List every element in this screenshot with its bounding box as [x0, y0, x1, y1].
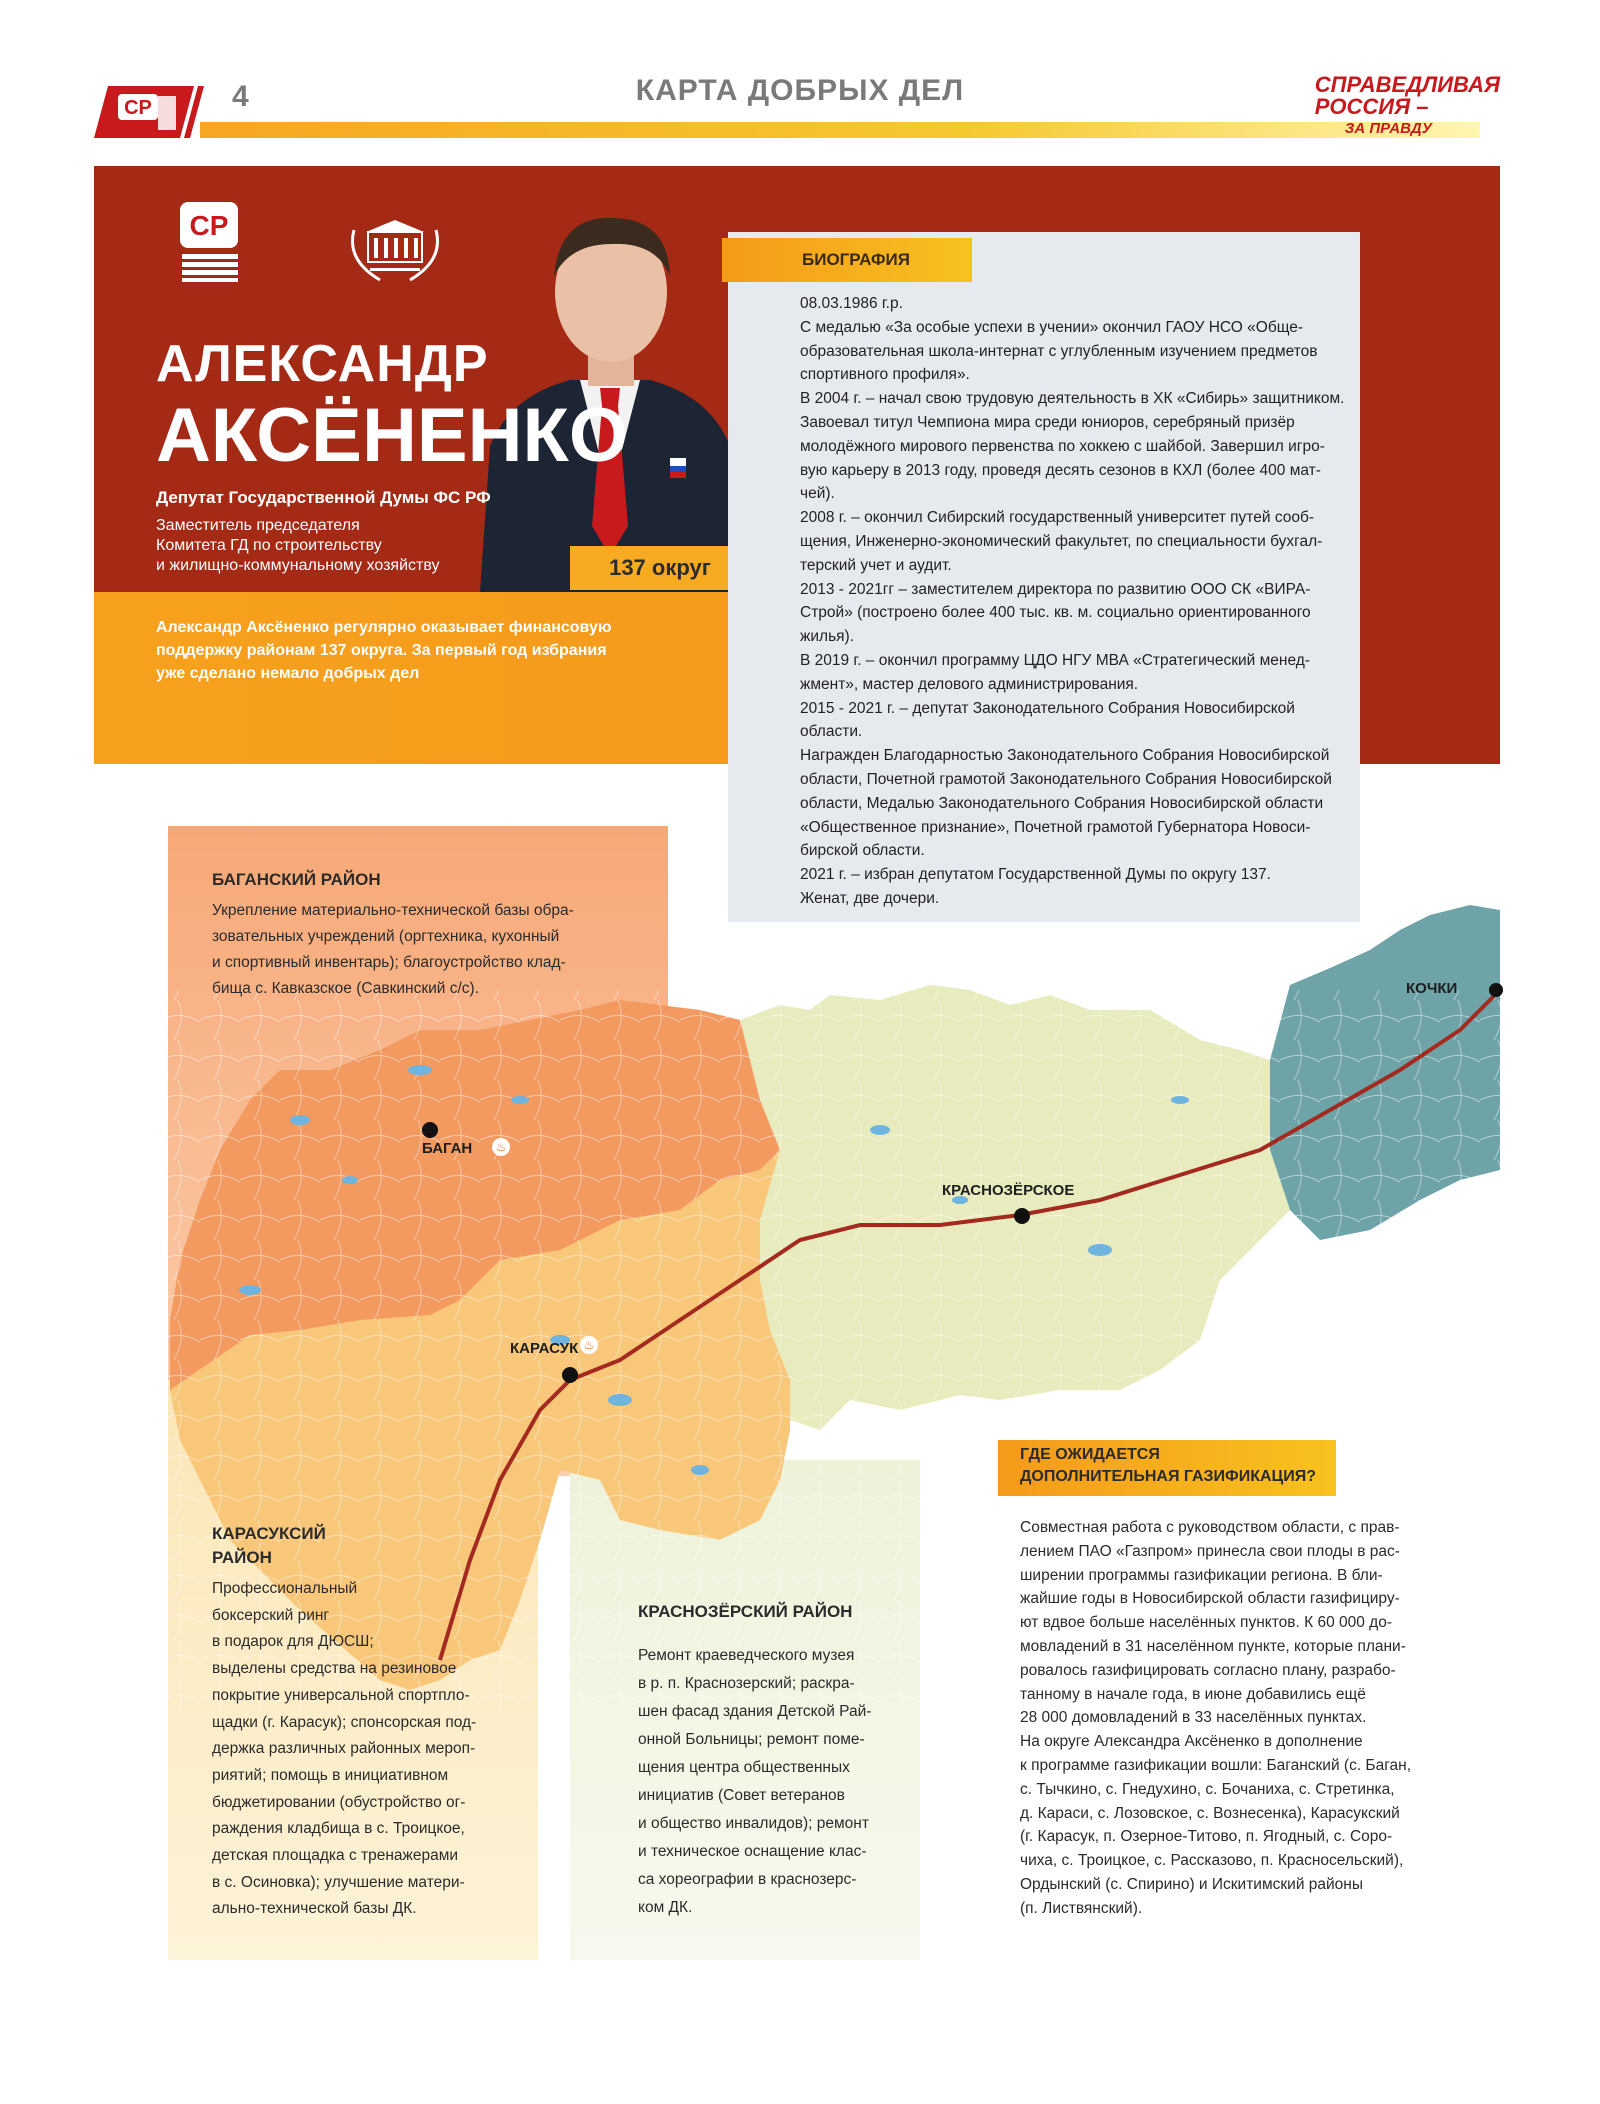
biography-line: жмент», мастер делового администрирования.	[800, 675, 1139, 693]
krasnozersk-text-line: онной Больницы; ремонт поме-	[638, 1731, 865, 1748]
biography-line: образовательная школа-интернат с углубленным изучением предметов	[800, 342, 1318, 360]
biography-line: терский учет и аудит.	[800, 556, 952, 574]
biography-line: спортивного профиля».	[800, 366, 970, 384]
biography-line: Женат, две дочери.	[800, 889, 940, 907]
biography-line: Строй» (построено более 400 тыс. кв. м. социально ориентированного	[800, 604, 1311, 622]
krasnozersk-text-line: инициатив (Совет ветеранов	[638, 1787, 845, 1804]
deputy-first-name: АЛЕКСАНДР	[156, 335, 489, 393]
intro-line: уже сделано немало добрых дел	[156, 665, 420, 682]
biography-line: 2008 г. – окончил Сибирский государственный университет путей сооб-	[800, 509, 1315, 527]
hero-intro-text	[156, 616, 616, 685]
biography-line: области, Медалью Законодательного Собрания Новосибирской области	[800, 794, 1324, 812]
gasification-text-line: жайшие годы в Новосибирской области газифициру-	[1020, 1590, 1400, 1608]
gas-flame-icon: ♨	[580, 1336, 598, 1354]
header-gradient-bar	[200, 122, 1480, 138]
krasnozersk-text	[638, 1642, 898, 1922]
bagan-text-line: зовательных учреждений (оргтехника, кухонный	[212, 928, 560, 945]
biography-line: С медалью «За особые успехи в учении» окончил ГАОУ НСО «Обще-	[800, 318, 1304, 336]
svg-text:СР: СР	[124, 97, 152, 119]
karasuk-text-line: щадки (г. Карасук); спонсорская под-	[212, 1713, 477, 1731]
brand-line-3: ЗА ПРАВДУ	[1344, 120, 1432, 137]
deputy-last-name: АКСЁНЕНКО	[156, 393, 628, 478]
page-number: 4	[232, 80, 249, 113]
biography-line: Завоевал титул Чемпиона мира среди юниоров, серебряный призёр	[800, 413, 1295, 431]
deputy-role: Депутат Государственной Думы ФС РФ	[156, 488, 491, 507]
biography-line: бирской области.	[800, 842, 925, 860]
krasnozersk-title: КРАСНОЗЁРСКИЙ РАЙОН	[638, 1602, 853, 1621]
role-detail-line: Заместитель председателя	[156, 517, 360, 534]
karasuk-text	[212, 1576, 542, 1923]
karasuk-text-line: выделены средства на резиновое	[212, 1660, 457, 1678]
biography-line: «Общественное признание», Почетной грамотой Губернатора Новоси-	[800, 818, 1311, 836]
gasification-text-line: ют вдвое больше населённых пунктов. К 60 000 до-	[1020, 1614, 1392, 1632]
intro-line: Александр Аксёненко регулярно оказывает финансовую	[156, 619, 612, 636]
karasuk-text-line: покрытие универсальной спортпло-	[212, 1686, 470, 1704]
bagan-text-line: Укрепление материально-технической базы обра-	[212, 902, 574, 919]
gasification-text-line: ширении программы газификации региона. В бли-	[1020, 1566, 1383, 1584]
biography-line: В 2019 г. – окончил программу ЦДО НГУ МВА «Стратегический менед-	[800, 651, 1310, 669]
gasification-text-line: Совместная работа с руководством области, с прав-	[1020, 1519, 1400, 1536]
gasification-title-line: ДОПОЛНИТЕЛЬНАЯ ГАЗИФИКАЦИЯ?	[1020, 1468, 1316, 1485]
gasification-text-line: ровалось газифицировать согласно плану, разрабо-	[1020, 1661, 1396, 1679]
gasification-text-line: лением ПАО «Газпром» принесла свои плоды в рас-	[1020, 1542, 1400, 1560]
brand-line-1: СПРАВЕДЛИВАЯ	[1314, 72, 1500, 97]
gasification-title-line: ГДЕ ОЖИДАЕТСЯ	[1020, 1446, 1160, 1463]
krasnozersk-text-line: Ремонт краеведческого музея	[638, 1647, 855, 1664]
karasuk-text-line: детская площадка с тренажерами	[212, 1847, 459, 1865]
gasification-text-line: чиха, с. Троицкое, с. Рассказово, п. Красносельский),	[1020, 1852, 1404, 1870]
map-label-bagan: БАГАН	[422, 1140, 473, 1157]
karasuk-text-line: в подарок для ДЮСШ;	[212, 1633, 374, 1651]
karasuk-text-line: бюджетировании (обустройство ог-	[212, 1793, 466, 1811]
karasuk-text-line: боксерский ринг	[212, 1606, 330, 1624]
biography-line: жилья).	[800, 628, 855, 646]
gasification-text-line: д. Караси, с. Лозовское, с. Вознесенка), Карасукский	[1020, 1804, 1400, 1822]
karasuk-text-line: держка различных районных мероп-	[212, 1740, 476, 1758]
gasification-text-line: Ордынский (с. Спирино) и Искитимский районы	[1020, 1875, 1363, 1893]
karasuk-text-line: Профессиональный	[212, 1580, 358, 1597]
bagan-text-line: бища с. Кавказское (Савкинский с/с).	[212, 980, 480, 997]
gasification-text-line: (п. Листвянский).	[1020, 1899, 1143, 1917]
bagan-text	[212, 898, 612, 1002]
karasuk-text-line: риятий; помощь в инициативном	[212, 1766, 449, 1784]
karasuk-title-line: РАЙОН	[212, 1548, 272, 1567]
gas-flame-icon: ♨	[492, 1138, 510, 1156]
biography-text	[800, 292, 1360, 911]
map-label-kochki: КОЧКИ	[1406, 980, 1458, 997]
krasnozersk-text-line: в р. п. Краснозерский; раскра-	[638, 1675, 855, 1692]
gasification-text-line: мовладений в 31 населённом пункте, которые плани-	[1020, 1637, 1406, 1655]
karasuk-text-line: раждения кладбища в с. Троицкое,	[212, 1820, 465, 1838]
gasification-text-line: (г. Карасук, п. Озерное-Титово, п. Ягодный, с. Соро-	[1020, 1828, 1393, 1846]
krasnozersk-text-line: и техническое оснащение клас-	[638, 1843, 867, 1860]
intro-line: поддержку районам 137 округа. За первый год избрания	[156, 642, 607, 659]
brand-wordmark	[1315, 74, 1500, 140]
biography-line: щения, Инженерно-экономический факультет, по специальности бухгал-	[800, 532, 1323, 550]
biography-line: вую карьеру в 2013 году, проведя десять сезонов в КХЛ (более 400 мат-	[800, 461, 1321, 479]
karasuk-marker	[562, 1367, 578, 1383]
karasuk-title-line: КАРАСУКСИЙ	[212, 1524, 326, 1543]
role-detail-line: и жилищно-коммунальному хозяйству	[156, 557, 440, 574]
bagan-marker	[422, 1122, 438, 1138]
state-duma-emblem	[340, 200, 450, 286]
bagan-text-line: и спортивный инвентарь); благоустройство клад-	[212, 954, 566, 971]
biography-line: 2013 - 2021гг – заместителем директора по развитию ООО СК «ВИРА-	[800, 580, 1311, 598]
biography-line: области, Почетной грамотой Законодательного Собрания Новосибирской	[800, 770, 1332, 788]
gasification-text-line: к программе газификации вошли: Баганский (с. Баган,	[1020, 1756, 1412, 1774]
biography-line: 2015 - 2021 г. – депутат Законодательного Собрания Новосибирской	[800, 699, 1295, 717]
district-badge: 137 округ	[570, 546, 750, 590]
biography-line: 08.03.1986 г.р.	[800, 295, 903, 312]
svg-text:СР: СР	[189, 210, 229, 241]
map-label-karasuk: КАРАСУК	[510, 1340, 579, 1357]
krasnozerskoe-marker	[1014, 1208, 1030, 1224]
biography-title: БИОГРАФИЯ	[722, 238, 972, 282]
krasnozersk-text-line: щения центра общественных	[638, 1759, 850, 1776]
biography-line: В 2004 г. – начал свою трудовую деятельность в ХК «Сибирь» защитником.	[800, 390, 1345, 408]
gasification-text-line: танному в начале года, в июне добавились ещё	[1020, 1685, 1366, 1703]
karasuk-text-line: ально-технической базы ДК.	[212, 1900, 417, 1918]
biography-line: Награжден Благодарностью Законодательного Собрания Новосибирской	[800, 747, 1330, 765]
page-title: КАРТА ДОБРЫХ ДЕЛ	[635, 74, 965, 107]
krasnozersk-text-line: ком ДК.	[638, 1899, 693, 1916]
map-label-krasnozerskoe: КРАСНОЗЁРСКОЕ	[942, 1182, 1075, 1199]
krasnozersk-text-line: са хореографии в краснозерс-	[638, 1871, 857, 1888]
gasification-text-line: с. Тычкино, с. Гнедухино, с. Бочаниха, с. Стретинка,	[1020, 1780, 1395, 1798]
biography-line: чей).	[800, 485, 835, 503]
gasification-text-line: На округе Александра Аксёненко в дополнение	[1020, 1733, 1363, 1751]
krasnozersk-text-line: и общество инвалидов); ремонт	[638, 1815, 869, 1832]
bagan-title: БАГАНСКИЙ РАЙОН	[212, 870, 381, 889]
role-detail-line: Комитета ГД по строительству	[156, 537, 382, 554]
gasification-title	[998, 1440, 1336, 1496]
gasification-text-line: 28 000 домовладений в 33 населённых пунктах.	[1020, 1709, 1367, 1727]
karasuk-text-line: в с. Осиновка); улучшение матери-	[212, 1873, 465, 1891]
kochki-marker	[1489, 983, 1503, 997]
gasification-text	[1020, 1516, 1460, 1921]
biography-line: 2021 г. – избран депутатом Государственной Думы по округу 137.	[800, 866, 1271, 884]
sr-party-logo	[178, 200, 242, 284]
karasuk-title	[212, 1522, 326, 1570]
biography-line: молодёжного мирового первенства по хоккею с шайбой. Завершил игро-	[800, 437, 1325, 455]
deputy-role-detail	[156, 516, 476, 576]
biography-line: области.	[800, 723, 863, 741]
krasnozersk-text-line: шен фасад здания Детской Рай-	[638, 1703, 872, 1720]
brand-line-2: РОССИЯ –	[1314, 94, 1429, 119]
